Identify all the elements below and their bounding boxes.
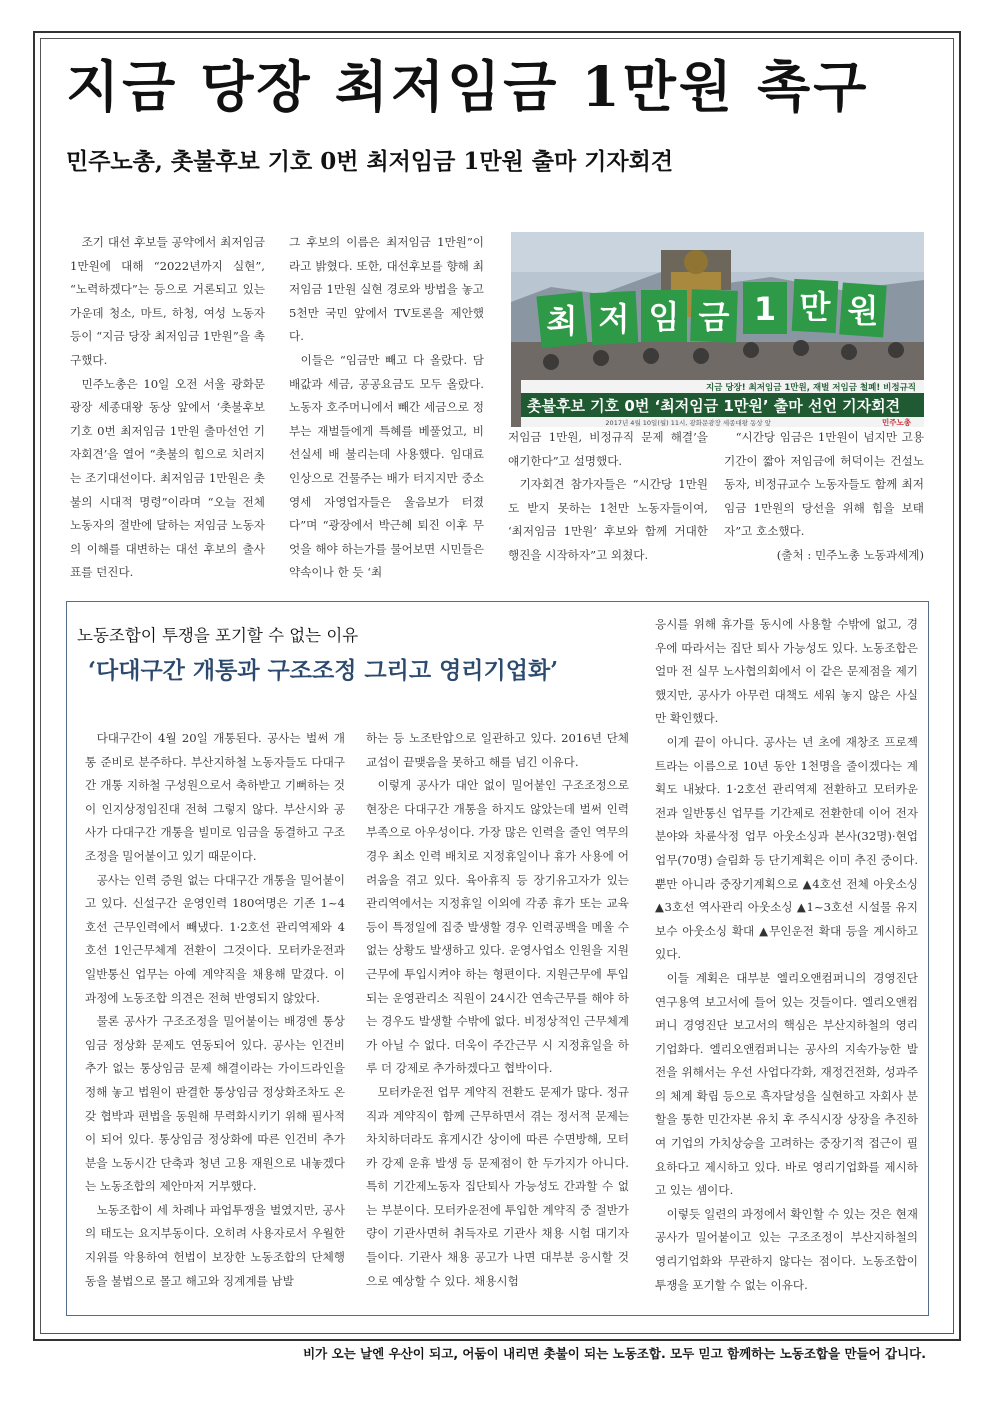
article-paragraph: 민주노총은 10일 오전 서울 광화문광장 세종대왕 동상 앞에서 ‘촛불후보 기호 0번 최저임금 1만원 출마선언 기자회견’을 열어 “촛불의 힘으로 치러지는 조기대선이다. 최저임금 1만원은 촛불의 시대적 명령”이라며 “오늘 전체 노동자의 절반에 달하는 저임금 노동자의 이해를 대변하는 대선 후보의 출사표를 던진다.	[70, 376, 265, 580]
box-paragraph: 모터카운전 업무 계약직 전환도 문제가 많다. 정규직과 계약직이 함께 근무하면서 겪는 정서적 문제는 차치하더라도 휴게시간 상이에 따른 수면방해, 모터카 강제 운휴 발생 등 문제점이 한 두가지가 아니다. 특히 기간제노동자 집단퇴사 가능성도 간과할 수 없는 부분이다. 모터카운전에 투입한 계약직 중 절반가량이 기관사면허 취득자로 기관사 채용 시험 대기자들이다. 기관사 채용 공고가 나면 대부분 응시할 것으로 예상할 수 있다. 채용시험	[366, 1084, 629, 1288]
article-source: (출처 : 민주노총 노동과세계)	[776, 547, 924, 562]
box-paragraph-cont: 하는 등 노조탄압으로 일관하고 있다. 2016년 단체교섭이 끝맺음을 못하고 해를 넘긴 이유다.	[366, 731, 629, 769]
banner-top-text: 지금 당장! 최저임금 1만원, 재벌 저임금 철폐! 비정규직	[705, 383, 916, 393]
box-kicker: 노동조합이 투쟁을 포기할 수 없는 이유	[77, 626, 359, 645]
placard-letter: 최	[546, 302, 578, 340]
placard-letter: 임	[648, 298, 680, 336]
placard-letter: 1	[753, 290, 777, 328]
box-paragraph: 물론 공사가 구조조정을 밀어붙이는 배경엔 통상임금 정상화 문제도 연동되어 있다. 공사는 인건비 추가 없는 통상임금 문제 해결이라는 가이드라인을 정해 놓고 법원이 판결한 통상임금 정상화조차도 온갖 협박과 편법을 동원해 무력화시키기 위해 필사적이 되어 있다. 통상임금 정상화에 따른 인건비 추가분을 노동시간 단축과 청년 고용 재원으로 내놓겠다는 노동조합의 제안마저 거부했다.	[85, 1014, 345, 1194]
placard-letter: 만	[799, 288, 831, 326]
banner-date-text: 2017년 4월 10일(월) 11시, 광화문광장 세종대왕 동상 앞	[605, 419, 771, 427]
box-title: ‘다대구간 개통과 구조조정 그리고 영리기업화’	[88, 657, 559, 684]
article-paragraph: 조기 대선 후보들 공약에서 최저임금 1만원에 대해 “2022년까지 실현”, “노력하겠다”는 등으로 거론되고 있는 가운데 청소, 마트, 하청, 여성 노동자 등이 “지금 당장 최저임금 1만원”을 촉구했다.	[70, 235, 265, 367]
box-paragraph: 이렇듯 일련의 과정에서 확인할 수 있는 것은 현재 공사가 밀어붙이고 있는 구조조정이 부산지하철의 영리기업화와 무관하지 않다는 점이다. 노동조합이 투쟁을 포기할 수 없는 이유다.	[655, 1206, 918, 1292]
article-paragraph-cont: 저임금 1만원, 비정규직 문제 해결’을 얘기한다”고 설명했다.	[508, 430, 708, 468]
box-paragraph: 이들 계획은 대부분 엘리오앤컴퍼니의 경영진단 연구용역 보고서에 들어 있는 것들이다. 엘리오앤컴퍼니 경영진단 보고서의 핵심은 부산지하철의 영리기업화다. 엘리오앤컴퍼니는 공사의 지속가능한 발전을 위해서는 우선 사업다각화, 재정건전화, 성과주의 체계 확립 등으로 흑자달성을 실현하고 자회사 분할을 통한 민간자본 유치 후 주식시장 상장을 추진하여 기업의 가치상승을 고려하는 중장기적 접근이 필요하다고 제시하고 있다. 바로 영리기업화를 제시하고 있는 셈이다.	[655, 970, 918, 1198]
article-column-3	[508, 426, 708, 568]
article-column-4	[724, 426, 924, 568]
box-paragraph: 공사는 인력 증원 없는 다대구간 개통을 밀어붙이고 있다. 신설구간 운영인력 180여명은 기존 1~4호선 근무인력에서 빼냈다. 1·2호선 관리역제와 4호선 1인근무체계 전환이 그것이다. 모터카운전과 일반통신 업무는 아예 계약직을 채용해 맡겼다. 이 과정에 노동조합 의견은 전혀 반영되지 않았다.	[85, 872, 345, 1005]
box-column-3	[655, 613, 918, 1297]
banner-logo: 민주노총	[882, 418, 911, 427]
box-column-1	[85, 727, 345, 1293]
box-paragraph: 노동조합이 세 차례나 파업투쟁을 벌였지만, 공사의 태도는 요지부동이다. 오히려 사용자로서 우월한 지위를 악용하여 헌법이 보장한 노동조합의 단체행동을 불법으로 몰고 해고와 징계계를 남발	[85, 1202, 345, 1288]
subheadline: 민주노총, 촛불후보 기호 0번 최저임금 1만원 출마 기자회견	[66, 148, 674, 175]
article-paragraph-cont: 그 후보의 이름은 최저임금 1만원”이라고 밝혔다. 또한, 대선후보를 향해 최저임금 1만원 실현 경로와 방법을 놓고 5천만 국민 앞에서 TV토론을 제안했다.	[289, 235, 484, 344]
placard-letter: 금	[698, 298, 730, 336]
placard-letter: 저	[598, 300, 630, 338]
photo-illustration	[511, 232, 924, 427]
box-paragraph: 이렇게 공사가 대안 없이 밀어붙인 구조조정으로 현장은 다대구간 개통을 하지도 않았는데 벌써 인력부족으로 아우성이다. 가장 많은 인력을 줄인 역무의 경우 최소 인력 배치로 지정휴일이나 휴가 사용에 어려움을 겪고 있다. 육아휴직 등 장기유고자가 있는 관리역에서는 지정휴일 이외에 각종 휴가 또는 교육 등이 특정일에 집중 발생할 경우 인력공백을 메울 수 없는 상황도 발생하고 있다. 운영사업소 인원을 지원근무에 투입시켜야 하는 형편이다. 지원근무에 투입되는 운영관리소 직원이 24시간 연속근무를 해야 하는 경우도 발생할 수밖에 없다. 비정상적인 근무체계가 아닐 수 없다. 더욱이 주간근무 시 지정휴일을 하루 더 강제로 추가하겠다고 협박이다.	[366, 778, 629, 1076]
headline: 지금 당장 최저임금 1만원 촉구	[66, 54, 870, 119]
box-paragraph-cont: 응시를 위해 휴가를 동시에 사용할 수밖에 없고, 경우에 따라서는 집단 퇴사 가능성도 있다. 노동조합은 얼마 전 실무 노사협의회에서 이 같은 문제점을 제기했지만, 공사가 아무런 대책도 세워 놓지 않은 사실만 확인했다.	[655, 617, 918, 726]
article-column-1	[70, 231, 265, 585]
box-column-2	[366, 727, 629, 1293]
article-column-2	[289, 231, 484, 585]
article-paragraph: “시간당 임금은 1만원이 넘지만 고용기간이 짧아 저임금에 허덕이는 건설노동자, 비정규교수 노동자들도 함께 최저임금 1만원의 당선을 위해 힘을 보태자”고 호소했다.	[724, 430, 924, 539]
article-paragraph: 기자회견 참가자들은 “시간당 1만원도 받지 못하는 1천만 노동자들이여, ‘최저임금 1만원’ 후보와 함께 거대한 행진을 시작하자”고 외쳤다.	[508, 477, 708, 562]
placard-letter: 원	[847, 292, 879, 330]
footer-slogan: 비가 오는 날엔 우산이 되고, 어둠이 내리면 촛불이 되는 노동조합. 모두 믿고 함께하는 노동조합을 만들어 갑니다.	[303, 1346, 926, 1361]
banner-main-text: 촛불후보 기호 0번 ‘최저임금 1만원’ 출마 선언 기자회견	[527, 397, 901, 415]
box-paragraph: 이게 끝이 아니다. 공사는 년 초에 재창조 프로젝트라는 이름으로 10년 동안 1천명을 줄이겠다는 계획도 내놨다. 1·2호선 관리역제 전환하고 모터카운전과 일반통신 업무를 기간제로 전환한데 이어 전자분야와 차륜삭정 업무 아웃소싱과 본사(32명)·현업업무(70명) 슬림화 등 단기계획은 이미 추진 중이다. 뿐만 아니라 중장기계획으로 ▲4호선 전체 아웃소싱 ▲3호선 역사관리 아웃소싱 ▲1~3호선 시설물 유지보수 아웃소싱 확대 ▲무인운전 확대 등을 계시하고 있다.	[655, 734, 918, 962]
press-conference-photo	[511, 232, 924, 427]
article-paragraph: 이들은 “임금만 빼고 다 올랐다. 담배값과 세금, 공공요금도 모두 올랐다. 노동자 호주머니에서 빼간 세금으로 정부는 재벌들에게 특혜를 베풀었고, 비선실세 배 불리는데 사용했다. 임대료 인상으로 건물주는 배가 터지지만 중소영세 자영업자들은 울음보가 터졌다”며 “광장에서 박근혜 퇴진 이후 무엇을 해야 하는가를 물어보면 시민들은 약속이나 한 듯 ‘최	[289, 352, 484, 580]
box-paragraph: 다대구간이 4월 20일 개통된다. 공사는 벌써 개통 준비로 분주하다. 부산지하철 노동자들도 다대구간 개통 지하철 구성원으로서 축하받고 기뻐하는 것이 인지상정임진대 전혀 그렇지 않다. 부산시와 공사가 다대구간 개통을 빌미로 임금을 동결하고 구조조정을 밀어붙이고 있기 때문이다.	[85, 731, 345, 863]
